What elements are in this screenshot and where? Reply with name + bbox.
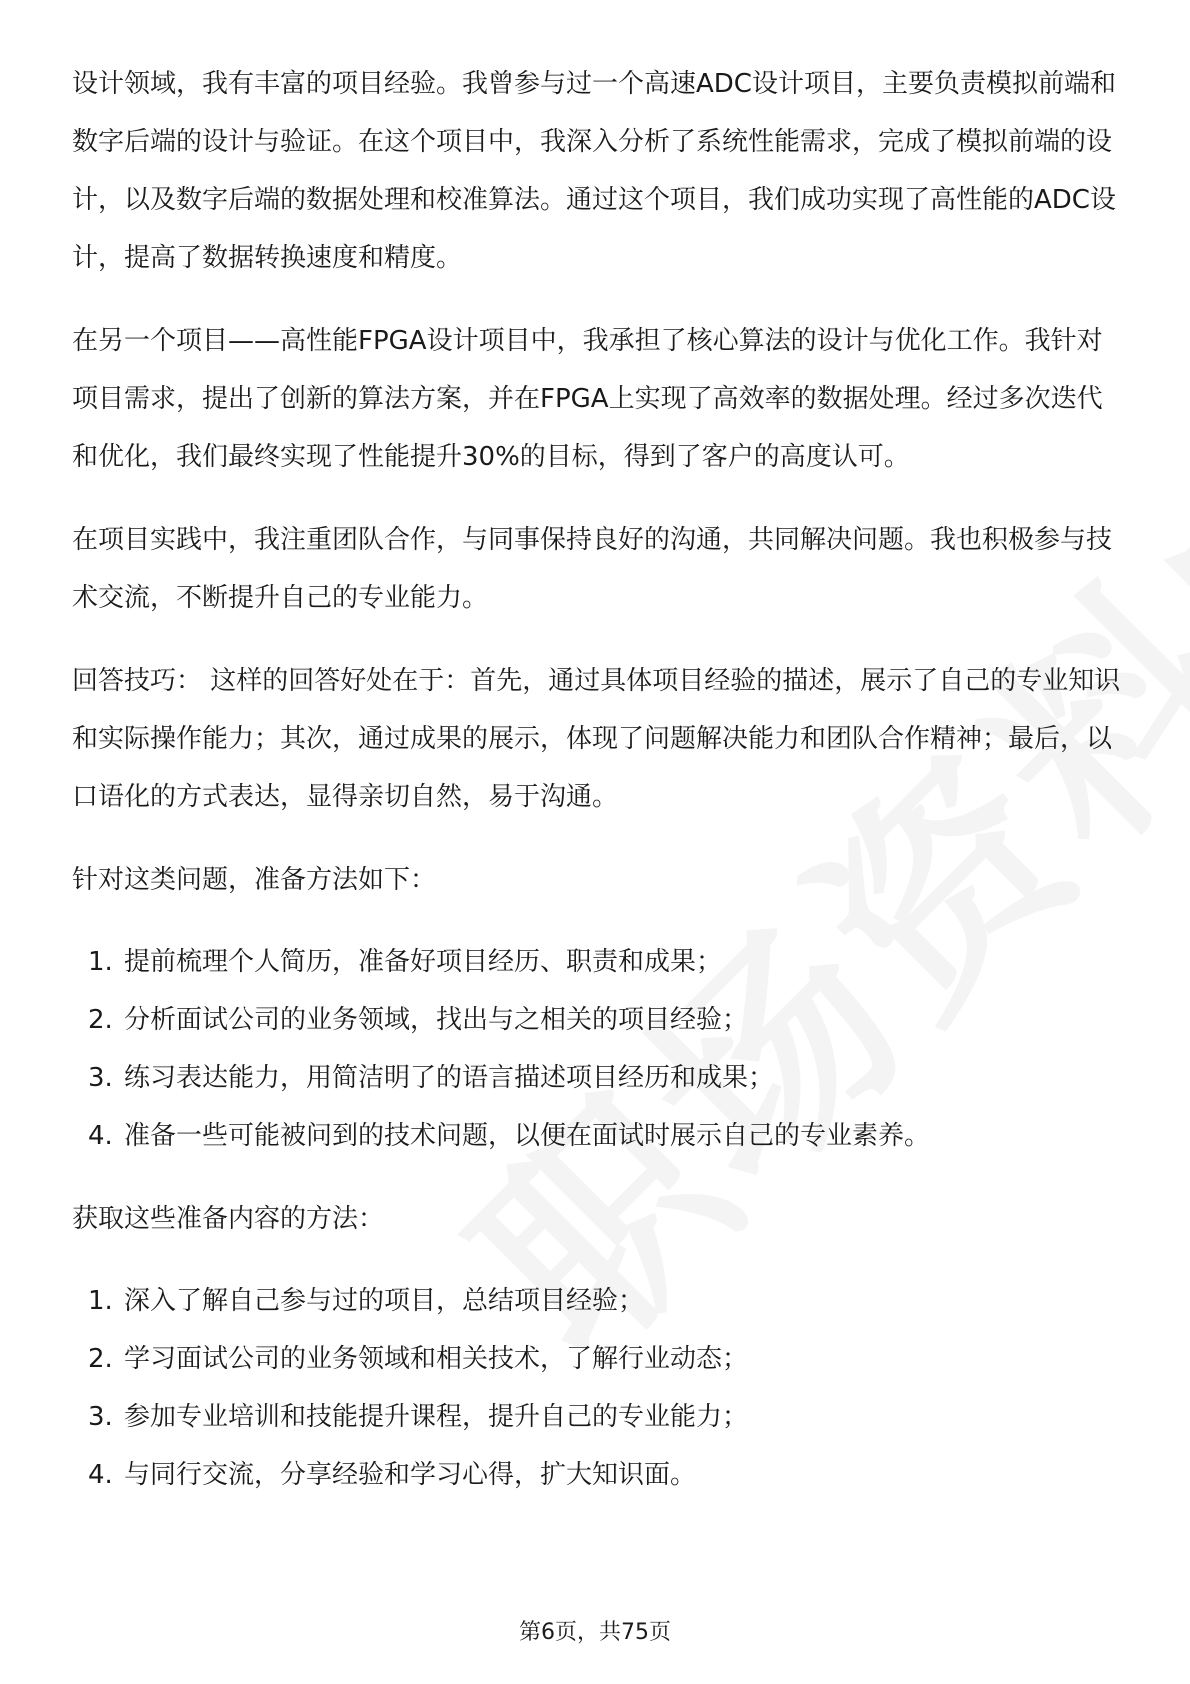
list-number: 4.: [88, 1460, 113, 1490]
list-text: 深入了解自己参与过的项目，总结项目经验；: [124, 1286, 645, 1316]
list-number: 3.: [88, 1402, 113, 1432]
obtain-heading: 获取这些准备内容的方法：: [72, 1204, 385, 1234]
paragraph-answer-tips: 回答技巧： 这样的回答好处在于：首先，通过具体项目经验的描述，展示了自己的专业知识和实际操作能力；其次，通过成果的展示，体现了问题解决能力和团队合作精神；最后，以口语化的方式表达，显得亲切自然，易于沟通。: [72, 666, 1121, 812]
list-number: 2.: [88, 1344, 113, 1374]
list-number: 3.: [88, 1063, 113, 1093]
prep-heading: 针对这类问题，准备方法如下：: [72, 865, 437, 895]
list-item: [72, 1388, 1127, 1446]
paragraph-teamwork: 在项目实践中，我注重团队合作，与同事保持良好的沟通，共同解决问题。我也积极参与技术交流，不断提升自己的专业能力。: [72, 525, 1113, 613]
list-item: [72, 1272, 1127, 1330]
list-text: 分析面试公司的业务领域，找出与之相关的项目经验；: [124, 1005, 749, 1035]
list-item: [72, 1107, 1127, 1165]
list-number: 1.: [88, 947, 113, 977]
list-number: 4.: [88, 1121, 113, 1151]
list-number: 2.: [88, 1005, 113, 1035]
page-content: [72, 55, 1127, 1504]
paragraph-fpga-project: 在另一个项目——高性能FPGA设计项目中，我承担了核心算法的设计与优化工作。我针对项目需求，提出了创新的算法方案，并在FPGA上实现了高效率的数据处理。经过多次迭代和优化，我们最终实现了性能提升30%的目标，得到了客户的高度认可。: [72, 326, 1103, 472]
list-text: 准备一些可能被问到的技术问题，以便在面试时展示自己的专业素养。: [124, 1121, 931, 1151]
page-footer: 第6页，共75页: [519, 1620, 671, 1645]
prep-list: [72, 933, 1127, 1165]
list-item: [72, 991, 1127, 1049]
list-text: 参加专业培训和技能提升课程，提升自己的专业能力；: [124, 1402, 749, 1432]
list-text: 提前梳理个人简历，准备好项目经历、职责和成果；: [124, 947, 723, 977]
list-item: [72, 1049, 1127, 1107]
obtain-list: [72, 1272, 1127, 1504]
list-item: [72, 1446, 1127, 1504]
list-text: 练习表达能力，用简洁明了的语言描述项目经历和成果；: [124, 1063, 775, 1093]
list-item: [72, 1330, 1127, 1388]
list-item: [72, 933, 1127, 991]
list-text: 与同行交流，分享经验和学习心得，扩大知识面。: [124, 1460, 697, 1490]
paragraph-adc-project: 设计领域，我有丰富的项目经验。我曾参与过一个高速ADC设计项目，主要负责模拟前端和数字后端的设计与验证。在这个项目中，我深入分析了系统性能需求，完成了模拟前端的设计，以及数字后端的数据处理和校准算法。通过这个项目，我们成功实现了高性能的ADC设计，提高了数据转换速度和精度。: [72, 69, 1116, 273]
list-number: 1.: [88, 1286, 113, 1316]
list-text: 学习面试公司的业务领域和相关技术，了解行业动态；: [124, 1344, 749, 1374]
